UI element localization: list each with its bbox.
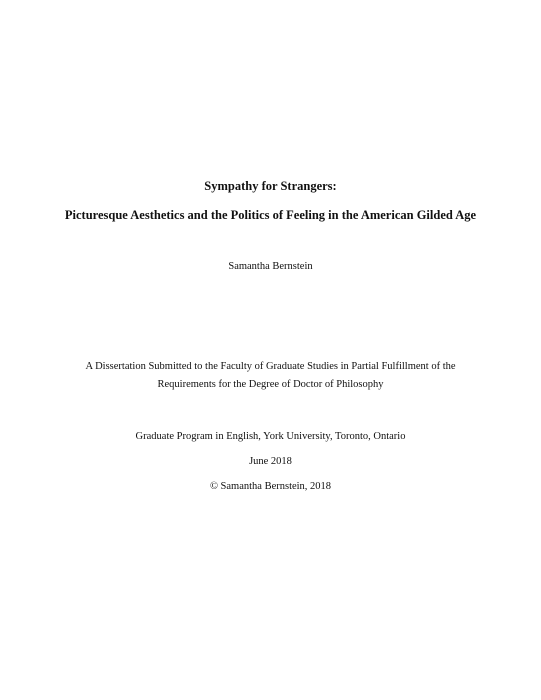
submission-date: June 2018 (249, 456, 292, 467)
dissertation-title: Sympathy for Strangers: (204, 179, 337, 193)
submission-statement-line-2: Requirements for the Degree of Doctor of Philosophy (157, 379, 384, 390)
copyright-notice: © Samantha Bernstein, 2018 (209, 481, 332, 492)
author-name: Samantha Bernstein (228, 261, 313, 272)
dissertation-subtitle: Picturesque Aesthetics and the Politics of Feeling in the American Gilded Age (64, 208, 477, 222)
submission-statement-line-1: A Dissertation Submitted to the Faculty of Graduate Studies in Partial Fulfillment of the (85, 361, 456, 372)
graduate-program: Graduate Program in English, York University, Toronto, Ontario (135, 431, 406, 442)
